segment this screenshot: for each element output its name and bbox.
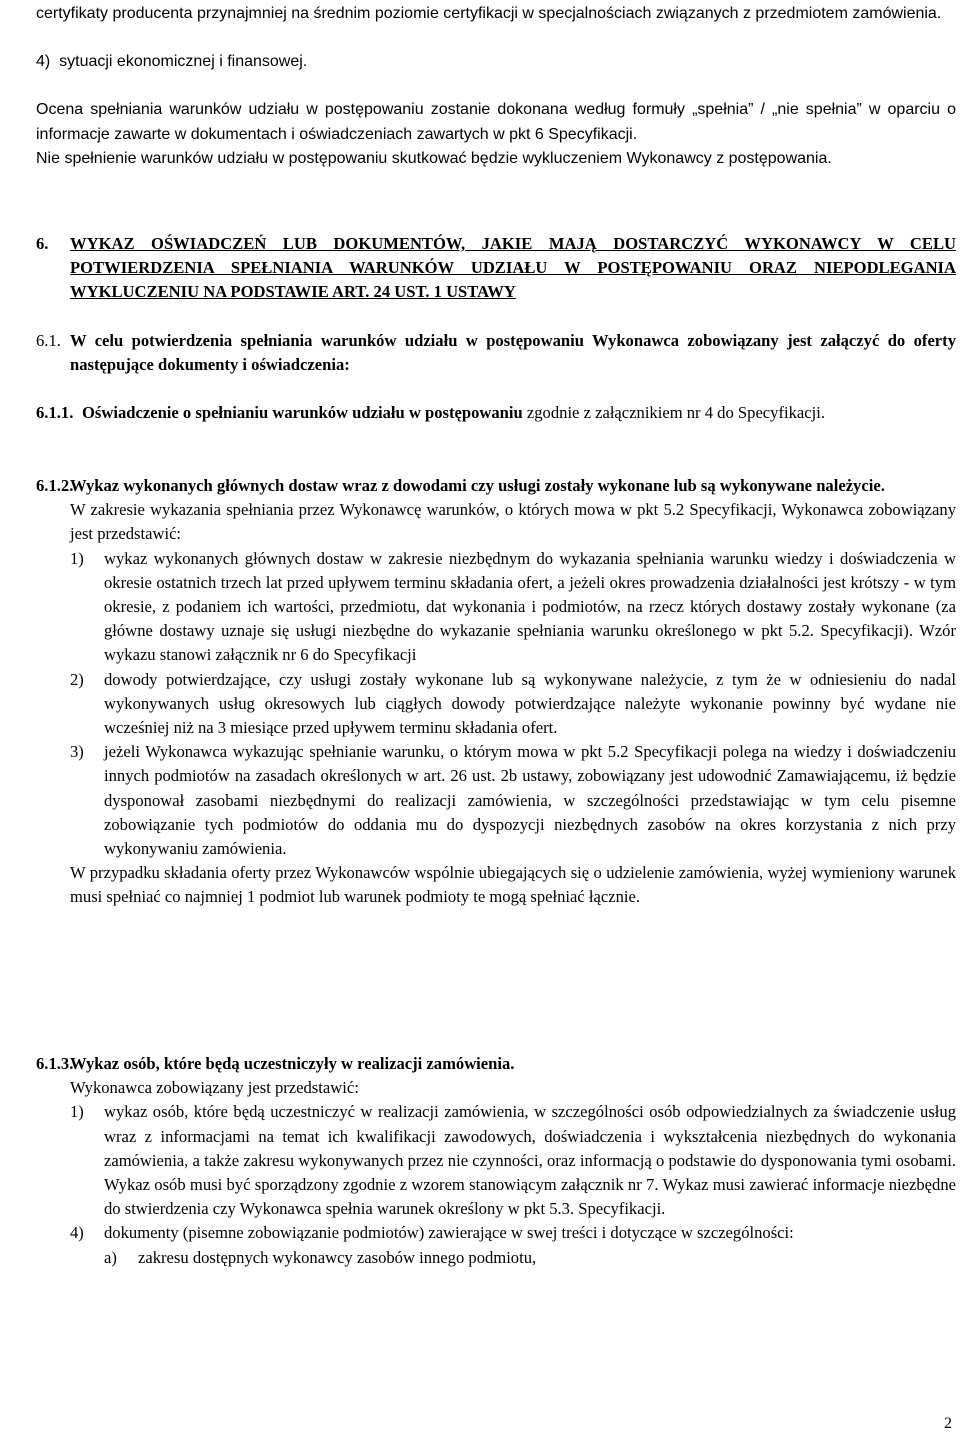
item-4-economic: 4) sytuacji ekonomicznej i finansowej. [36,53,308,71]
page-number: 2 [944,1415,952,1432]
list-item: 4) dokumenty (pisemne zobowiązanie podmiotów) zawierające w swej treści i dotyczące w szczególności: [70,1223,794,1243]
list-item: 3) jeżeli Wykonawca wykazując spełnianie warunku, o którym mowa w pkt 5.2 Specyfikacji polega na wiedzy i doświadczeniu innych podmiotów na zasadach określonych w art. 26 ust. 2b ustawy, zobowiązany jest udowodnić Zamawiającemu, iż będzie dysponował zasobami niezbędnymi do realizacji zamówienia, w szczególności przedstawiając w tym celu pisemne zobowiązanie tych podmiotów do oddania mu do dyspozycji niezbędnych zasobów na okres korzystania z nich przy wykonywaniu zamówienia. [70,742,956,859]
sub-list-item: a) zakresu dostępnych wykonawcy zasobów innego podmiotu, [104,1247,537,1267]
section-6-heading [36,232,956,305]
section-6-1-2-intro: W zakresie wykazania spełniania przez Wykonawcę warunków, o których mowa w pkt 5.2 Specyfikacji, Wykonawca zobowiązany jest przedstawić: [70,500,956,544]
continuation-text: certyfikaty producenta przynajmniej na średnim poziomie certyfikacji w specjalnościach związanych z przedmiotem zamówienia. [36,5,942,22]
section-6-1-3 [36,1052,956,1270]
ocena-paragraph: Ocena spełniania warunków udziału w postępowaniu zostanie dokonana według formuły „spełnia” / „nie spełnia” w oparciu o informacje zawarte w dokumentach i oświadczeniach zawartych w pkt 6 Specyfikacji. [36,101,956,143]
section-6-1-1 [36,401,956,425]
section-6-1-2-outro: W przypadku składania oferty przez Wykonawców wspólnie ubiegających się o udzielenie zamówienia, wyżej wymieniony warunek musi spełniać co najmniej 1 podmiot lub warunek podmioty te mogą spełniać łącznie. [70,863,956,907]
top-section [36,2,956,171]
list-item: 2) dowody potwierdzające, czy usługi zostały wykonane lub są wykonywane należycie, z tym że w odniesieniu do nadal wykonywanych usług okresowych lub ciągłych dowody potwierdzające należyte wykonanie powinny być wydane nie wcześniej niż na 3 miesiące przed upływem terminu składania ofert. [70,669,956,738]
section-6-1-1-number: 6.1.1. [36,403,74,422]
section-6-1-text: W celu potwierdzenia spełniania warunków udziału w postępowaniu Wykonawca zobowiązany jest załączyć do oferty następujące dokumenty i oświadczenia: [70,331,956,375]
section-6-1-2-title: Wykaz wykonanych głównych dostaw wraz z dowodami czy usługi zostały wykonane lub są wykonywane należycie. [70,476,885,495]
section-6-1-number: 6.1. [36,331,61,350]
section-6-number: 6. [36,234,49,253]
section-6-title: WYKAZ OŚWIADCZEŃ LUB DOKUMENTÓW, JAKIE MAJĄ DOSTARCZYĆ WYKONAWCY W CELU POTWIERDZENIA SPEŁNIANIA WARUNKÓW UDZIAŁU W POSTĘPOWANIU ORAZ NIEPODLEGANIA WYKLUCZENIU NA PODSTAWIE ART. 24 UST. 1 USTAWY [70,234,956,302]
section-6-1-3-intro: Wykonawca zobowiązany jest przedstawić: [70,1078,359,1098]
section-6-1-2 [36,474,956,910]
list-item: 1) wykaz wykonanych głównych dostaw w zakresie niezbędnym do wykazania spełniania warunku wiedzy i doświadczenia w okresie ostatnich trzech lat przed upływem terminu składania ofert, a jeżeli okres prowadzenia działalności jest krótszy - w tym okresie, z podaniem ich wartości, przedmiotu, dat wykonania i podmiotów, na rzecz których dostawy zostały wykonane (za główne dostawy uznaje się usługi niezbędne do wykazanie spełniania warunku określonego w pkt 5.2. Specyfikacji). Wzór wykazu stanowi załącznik nr 6 do Specyfikacji [70,548,956,665]
section-6-1-1-bold: Oświadczenie o spełnianiu warunków udziału w postępowaniu [82,403,523,422]
section-6-1-3-number: 6.1.3. [36,1054,74,1073]
list-item: 1) wykaz osób, które będą uczestniczyć w realizacji zamówienia, w szczególności osób odpowiedzialnych za świadczenie usług wraz z informacjami na temat ich kwalifikacji zawodowych, doświadczenia i wykształcenia niezbędnych do wykonania zamówienia, a także zakresu wykonywanych przez nie czynności, oraz informacją o podstawie do dysponowania tymi osobami. Wykaz osób musi być sporządzony zgodnie z wzorem stanowiącym załącznik nr 7. Wykaz musi zawierać informacje niezbędne do stwierdzenia czy Wykonawca spełnia warunek określony w pkt 5.3. Specyfikacji. [70,1102,956,1219]
section-6-1-2-number: 6.1.2. [36,476,74,495]
section-6-1-1-rest: zgodnie z załącznikiem nr 4 do Specyfikacji. [522,403,826,422]
section-6-1-3-title: Wykaz osób, które będą uczestniczyły w realizacji zamówienia. [70,1054,515,1073]
section-6-1 [36,329,956,377]
niespelnienie-paragraph: Nie spełnienie warunków udziału w postępowaniu skutkować będzie wykluczeniem Wykonawcy z postępowania. [36,149,832,167]
